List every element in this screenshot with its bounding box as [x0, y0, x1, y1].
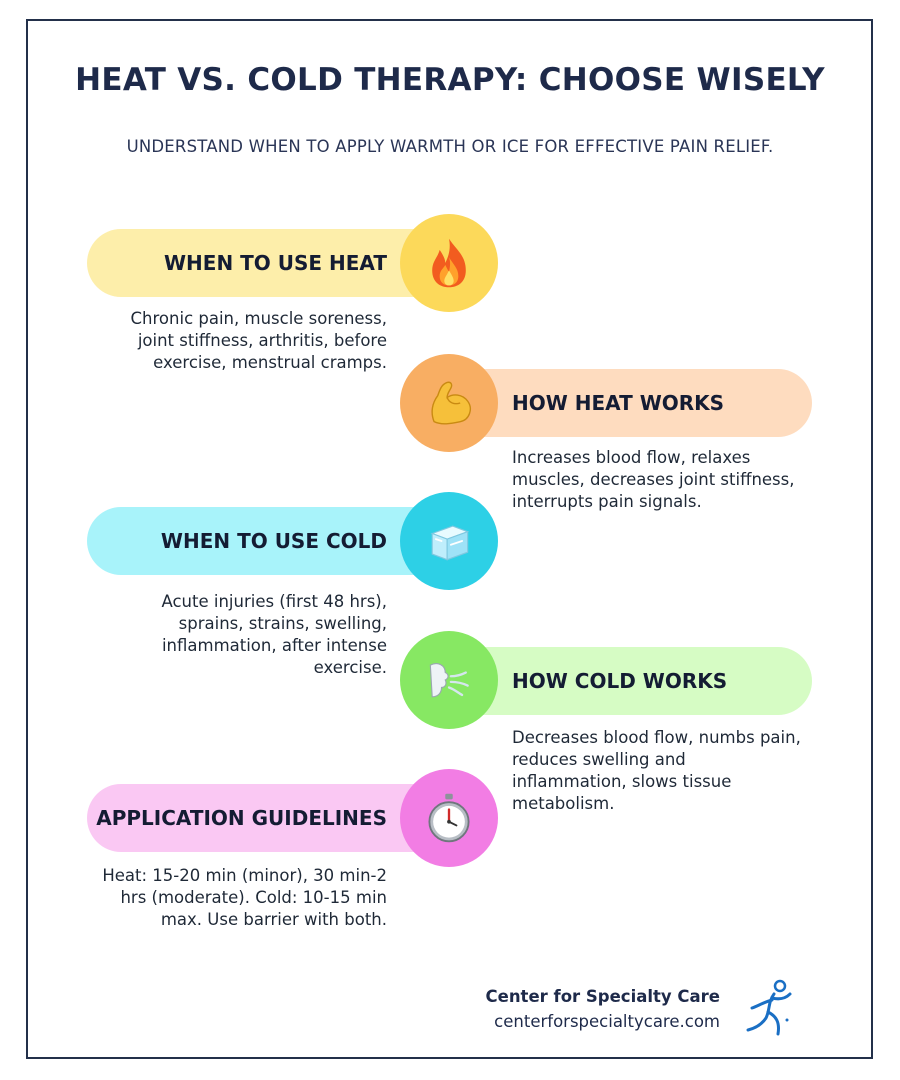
when-cold-heading: WHEN TO USE COLD — [160, 529, 387, 553]
stopwatch-icon — [400, 769, 498, 867]
guidelines-heading: APPLICATION GUIDELINES — [96, 806, 387, 830]
how-cold-text: Decreases blood flow, numbs pain, reduces swelling and inflammation, slows tissue metabolism. — [512, 728, 801, 813]
running-figure-logo-icon — [740, 978, 810, 1038]
how-heat-text: Increases blood flow, relaxes muscles, decreases joint stiffness, interrupts pain signals. — [512, 448, 795, 511]
cold-wind-face-icon — [400, 631, 498, 729]
guidelines-text: Heat: 15-20 min (minor), 30 min-2 hrs (moderate). Cold: 10-15 min max. Use barrier with both. — [102, 866, 387, 929]
footer-url[interactable]: centerforspecialtycare.com — [494, 1012, 720, 1031]
page-title: HEAT VS. COLD THERAPY: CHOOSE WISELY — [75, 62, 825, 98]
when-cold-text: Acute injuries (first 48 hrs), sprains, strains, swelling, inflammation, after intense exercise. — [161, 592, 387, 677]
how-heat-heading: HOW HEAT WORKS — [512, 391, 725, 415]
when-heat-heading: WHEN TO USE HEAT — [163, 251, 387, 275]
how-cold-heading: HOW COLD WORKS — [512, 669, 728, 693]
when-heat-text: Chronic pain, muscle soreness, joint stiffness, arthritis, before exercise, menstrual cramps. — [130, 309, 387, 372]
footer-org-name: Center for Specialty Care — [485, 987, 720, 1006]
page-subtitle: UNDERSTAND WHEN TO APPLY WARMTH OR ICE FOR EFFECTIVE PAIN RELIEF. — [126, 137, 774, 156]
ice-cube-icon — [400, 492, 498, 590]
flexed-bicep-icon — [400, 354, 498, 452]
fire-icon — [400, 214, 498, 312]
